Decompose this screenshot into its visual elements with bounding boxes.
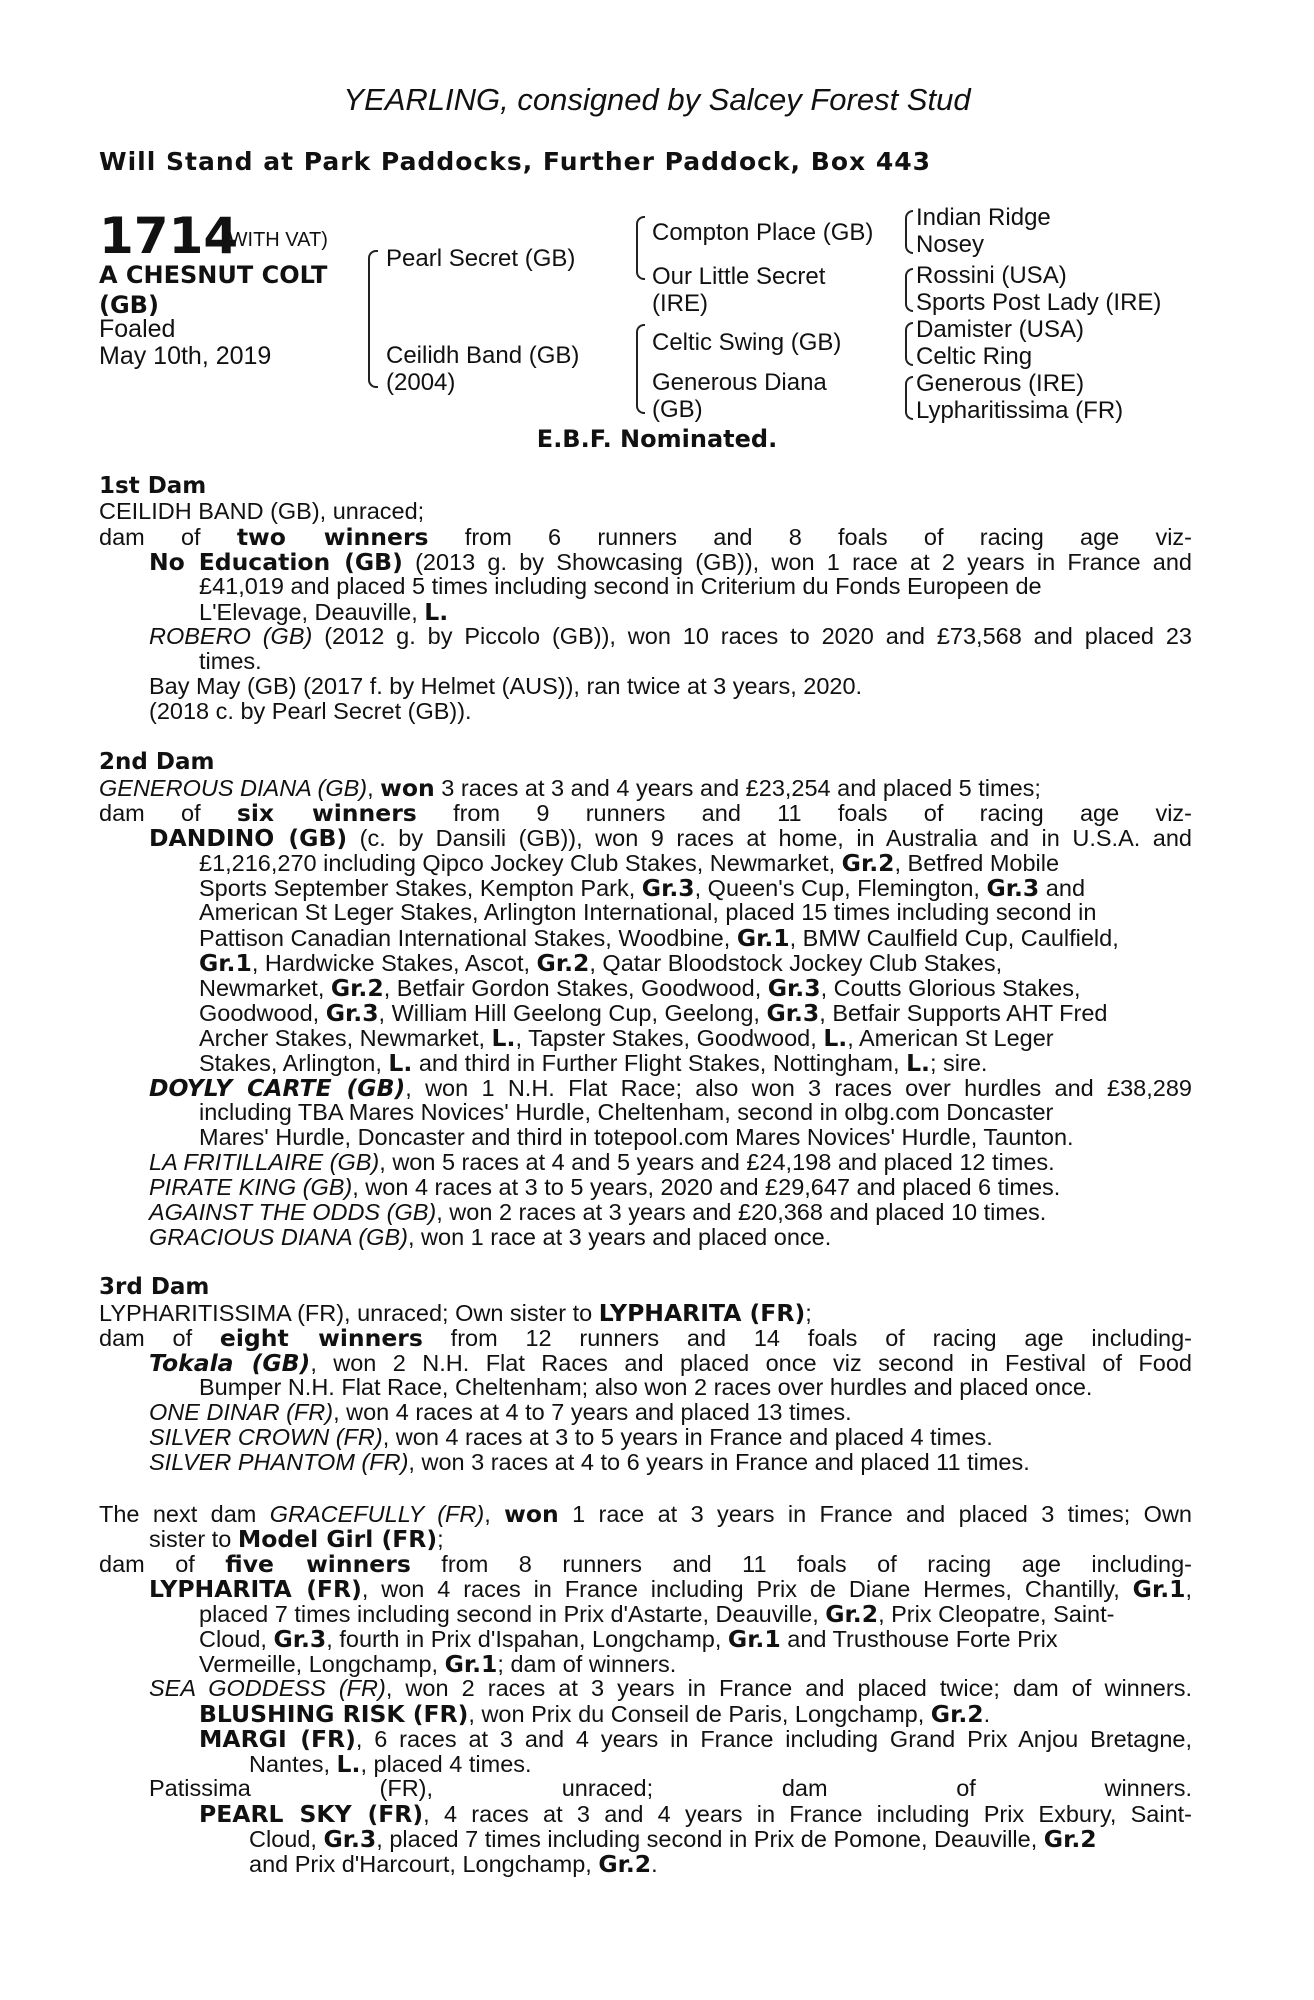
text-line [199,1099,1192,1126]
pedigree-brace-g3 [905,322,913,366]
plain-text: from 8 runners and 11 foals of racing age including- [410,1551,1192,1577]
plain-text: Cloud, [249,1826,324,1852]
text-line [199,1650,1192,1678]
text-line [199,648,1192,675]
emphasis-text: LYPHARITA (FR) [149,1575,362,1603]
foaled-date: May 10th, 2019 [99,342,272,370]
plain-text: , won 4 races at 4 to 7 years and placed 13 times. [333,1399,852,1425]
plain-text: Patissima (FR), unraced; dam of winners. [149,1775,1192,1801]
emphasis-text: Model Girl (FR) [237,1525,438,1553]
plain-text: Bay May (GB) (2017 f. by Helmet (AUS)), ran twice at 3 years, 2020. [149,673,863,699]
emphasis-text: Gr.3 [767,974,821,1002]
plain-text: , fourth in Prix d'Ispahan, Longchamp, [326,1626,728,1652]
plain-text: , won Prix du Conseil de Paris, Longchamp, [468,1701,931,1727]
emphasis-text: SILVER CROWN (FR) [149,1424,383,1450]
plain-text: from 9 runners and 11 foals of racing age viz- [416,800,1192,826]
text-line [149,1224,1192,1251]
pedigree-brace-g1 [905,210,913,254]
pedigree-brace-g2 [905,268,913,312]
plain-text: and Prix d'Harcourt, Longchamp, [249,1851,599,1877]
pedigree-ggd-4: Lypharitissima (FR) [916,397,1124,424]
text-line [99,1550,1192,1578]
plain-text: L'Elevage, Deauville, [199,599,425,625]
emphasis-text: Gr.3 [766,999,820,1027]
emphasis-text: Gr.2 [536,949,590,977]
emphasis-text: ROBERO (GB) [149,623,313,649]
plain-text: . [983,1701,991,1727]
plain-text: Newmarket, [199,975,331,1001]
text-line [149,548,1192,576]
emphasis-text: won [380,774,435,802]
text-line [149,1575,1192,1603]
plain-text: Sports September Stakes, Kempton Park, [199,875,642,901]
text-line [199,1725,1192,1753]
plain-text: , BMW Caulfield Cup, Caulfield, [789,925,1119,951]
text-line [99,1299,1192,1327]
plain-text: , Betfair Gordon Stakes, Goodwood, [383,975,768,1001]
emphasis-text: Gr.3 [641,874,695,902]
plain-text: dam of [99,1325,220,1351]
plain-text: Mares' Hurdle, Doncaster and third in totepool.com Mares Novices' Hurdle, Taunton. [199,1124,1074,1150]
pedigree-ggd-1: Nosey [916,231,985,258]
emphasis-text: L. [491,1024,516,1052]
plain-text: 3 races at 3 and 4 years and £23,254 and placed 5 times; [434,775,1041,801]
emphasis-text: No Education (GB) [149,548,403,576]
text-line [99,498,1192,525]
plain-text: from 12 runners and 14 foals of racing age including- [422,1325,1193,1351]
pedigree-dam-sire: Celtic Swing (GB) [652,329,842,356]
text-line [199,1049,1192,1077]
text-line [149,1149,1192,1176]
emphasis-text: GRACIOUS DIANA (GB) [149,1224,408,1250]
emphasis-text: LYPHARITA (FR) [598,1299,806,1327]
emphasis-text: PIRATE KING (GB) [149,1174,353,1200]
emphasis-text: BLUSHING RISK (FR) [199,1700,469,1728]
plain-text: LYPHARITISSIMA (FR), unraced; Own sister to [99,1300,599,1326]
pedigree-sire: Pearl Secret (GB) [386,245,576,272]
plain-text: , won 5 races at 4 and 5 years and £24,198 and placed 12 times. [379,1149,1055,1175]
plain-text: , Betfair Supports AHT Fred [819,1000,1108,1026]
plain-text: , William Hill Geelong Cup, Geelong, [378,1000,767,1026]
ebf-nomination: E.B.F. Nominated. [536,425,778,453]
pedigree-ggd-3: Celtic Ring [916,343,1033,370]
text-line [249,1750,1192,1778]
emphasis-text: L. [388,1049,413,1077]
plain-text: . [651,1851,658,1877]
lot-description: A CHESNUT COLT [99,261,328,289]
emphasis-text: SEA GODDESS (FR) [149,1675,386,1701]
pedigree-ggs-3: Damister (USA) [916,316,1085,343]
plain-text: dam of [99,1551,226,1577]
emphasis-text: Gr.3 [325,999,379,1027]
plain-text: (2018 c. by Pearl Secret (GB)). [149,698,472,724]
emphasis-text: Gr.2 [930,1700,984,1728]
plain-text: Vermeille, Longchamp, [199,1651,445,1677]
text-line [99,1500,1192,1528]
pedigree-ggs-4: Generous (IRE) [916,370,1085,397]
emphasis-text: SILVER PHANTOM (FR) [149,1449,409,1475]
text-line [149,698,1192,725]
text-line [149,1449,1192,1476]
plain-text: , won 3 races at 4 to 6 years in France and placed 11 times. [408,1449,1030,1475]
emphasis-text: ONE DINAR (FR) [149,1399,334,1425]
plain-text: , won 4 races at 3 to 5 years, 2020 and £29,647 and placed 6 times. [352,1174,1061,1200]
plain-text: 1 race at 3 years in France and placed 3 times; Own [558,1501,1193,1527]
plain-text: Bumper N.H. Flat Race, Cheltenham; also won 2 races over hurdles and placed once. [199,1374,1093,1400]
text-line [199,1600,1192,1628]
text-line [199,949,1192,977]
emphasis-text: five winners [225,1550,411,1578]
emphasis-text: Gr.2 [330,974,384,1002]
plain-text: including TBA Mares Novices' Hurdle, Cheltenham, second in olbg.com Doncaster [199,1099,1054,1125]
text-line [149,1675,1192,1702]
emphasis-text: Tokala (GB) [149,1349,311,1377]
section-heading: 3rd Dam [99,1274,210,1300]
emphasis-text: MARGI (FR) [199,1725,356,1753]
text-line [199,1024,1192,1052]
plain-text: , won 1 race at 3 years and placed once. [407,1224,832,1250]
plain-text: and third in Further Flight Stakes, Nottingham, [412,1050,907,1076]
text-line [149,1074,1192,1102]
emphasis-text: L. [823,1024,848,1052]
text-line [199,899,1192,926]
emphasis-text: AGAINST THE ODDS (GB) [149,1199,437,1225]
plain-text: , Coutts Glorious Stakes, [820,975,1081,1001]
emphasis-text: won [504,1500,559,1528]
plain-text: and [1039,875,1086,901]
plain-text: , 4 races at 3 and 4 years in France including Prix Exbury, Saint- [423,1801,1193,1827]
lot-description-country: (GB) [99,291,159,319]
plain-text: , won 2 N.H. Flat Races and placed once viz second in Festival of Food [310,1350,1193,1376]
section-heading: 1st Dam [99,473,207,499]
text-line [149,1775,1192,1802]
emphasis-text: PEARL SKY (FR) [199,1800,424,1828]
emphasis-text: Gr.1 [444,1650,498,1678]
plain-text: and Trusthouse Forte Prix [780,1626,1058,1652]
text-line [149,623,1192,650]
pedigree-dam-dam-country: (GB) [652,396,703,423]
emphasis-text: L. [424,598,449,626]
emphasis-text: two winners [236,523,429,551]
plain-text: , [367,775,381,801]
plain-text: , Hardwicke Stakes, Ascot, [251,950,537,976]
pedigree-brace-sire [636,216,645,280]
section-heading: 2nd Dam [99,749,215,775]
vat-note: (WITH VAT) [222,229,328,251]
consignor-heading: YEARLING, consigned by Salcey Forest Stud [343,82,971,117]
text-line [199,1700,1192,1728]
plain-text: (c. by Dansili (GB)), won 9 races at home, in Australia and in U.S.A. and [347,825,1193,851]
text-line [199,1374,1192,1401]
plain-text: , Prix Cleopatre, Saint- [878,1601,1115,1627]
pedigree-brace-g4 [905,376,913,420]
plain-text: , 6 races at 3 and 4 years in France including Grand Prix Anjou Bretagne, [355,1726,1192,1752]
plain-text: , Queen's Cup, Flemington, [694,875,987,901]
emphasis-text: six winners [236,799,417,827]
text-line [199,874,1192,902]
plain-text: Stakes, Arlington, [199,1050,389,1076]
emphasis-text: DANDINO (GB) [149,824,348,852]
emphasis-text: Gr.2 [825,1600,879,1628]
text-line [199,999,1192,1027]
emphasis-text: GRACEFULLY (FR) [269,1501,485,1527]
text-line [149,1424,1192,1451]
plain-text: CEILIDH BAND (GB), unraced; [99,498,425,524]
text-line [99,523,1192,551]
emphasis-text: LA FRITILLAIRE (GB) [149,1149,380,1175]
text-line [149,1349,1192,1377]
pedigree-ggd-2: Sports Post Lady (IRE) [916,289,1162,316]
emphasis-text: Gr.2 [841,849,895,877]
plain-text: , [484,1501,505,1527]
text-line [149,1525,1192,1553]
plain-text: , Tapster Stakes, Goodwood, [515,1025,824,1051]
plain-text: , won 1 N.H. Flat Race; also won 3 races over hurdles and £38,289 [405,1075,1192,1101]
emphasis-text: L. [336,1750,361,1778]
text-line [149,824,1192,852]
emphasis-text: Gr.1 [1132,1575,1186,1603]
emphasis-text: DOYLY CARTE (GB) [149,1074,406,1102]
plain-text: placed 7 times including second in Prix d'Astarte, Deauville, [199,1601,826,1627]
plain-text: (2012 g. by Piccolo (GB)), won 10 races to 2020 and £73,568 and placed 23 [312,623,1192,649]
text-line [99,1324,1192,1352]
text-line [199,1800,1192,1828]
text-line [199,974,1192,1002]
plain-text: , American St Leger [847,1025,1054,1051]
plain-text: ; [437,1526,444,1552]
emphasis-text: Gr.3 [273,1625,327,1653]
foaled-label: Foaled [99,315,176,343]
emphasis-text: Gr.3 [986,874,1040,902]
emphasis-text: Gr.1 [736,924,790,952]
plain-text: £41,019 and placed 5 times including second in Criterium du Fonds Europeen de [199,573,1042,599]
plain-text: dam of [99,524,237,550]
lot-number: 1714 [99,207,239,265]
pedigree-dam-dam: Generous Diana [652,369,827,396]
text-line [149,1199,1192,1226]
plain-text: times. [199,648,262,674]
plain-text: from 6 runners and 8 foals of racing age viz- [428,524,1193,550]
emphasis-text: Gr.1 [727,1625,781,1653]
plain-text: , won 2 races at 3 years in France and placed twice; dam of winners. [385,1675,1192,1701]
plain-text: , placed 7 times including second in Prix de Pomone, Deauville, [376,1826,1044,1852]
text-line [199,573,1192,600]
plain-text: , placed 4 times. [360,1751,532,1777]
plain-text: , [1185,1576,1193,1602]
plain-text: The next dam [99,1501,270,1527]
text-line [99,799,1192,827]
plain-text: £1,216,270 including Qipco Jockey Club Stakes, Newmarket, [199,850,842,876]
text-line [199,1124,1192,1151]
plain-text: Archer Stakes, Newmarket, [199,1025,492,1051]
pedigree-sire-sire: Compton Place (GB) [652,219,874,246]
plain-text: (2013 g. by Showcasing (GB)), won 1 race at 2 years in France and [402,549,1192,575]
plain-text: Pattison Canadian International Stakes, Woodbine, [199,925,737,951]
pedigree-sire-dam: Our Little Secret [652,263,826,290]
pedigree-ggs-2: Rossini (USA) [916,262,1067,289]
plain-text: American St Leger Stakes, Arlington International, placed 15 times including second in [199,899,1097,925]
pedigree-ggs-1: Indian Ridge [916,204,1051,231]
plain-text: Nantes, [249,1751,337,1777]
emphasis-text: Gr.2 [1043,1825,1097,1853]
pedigree-dam: Ceilidh Band (GB) [386,342,580,369]
emphasis-text: Gr.3 [323,1825,377,1853]
plain-text: , Qatar Bloodstock Jockey Club Stakes, [589,950,1003,976]
text-line [199,849,1192,877]
plain-text: , won 2 races at 3 years and £20,368 and placed 10 times. [436,1199,1047,1225]
text-line [199,598,1192,626]
emphasis-text: eight winners [219,1324,423,1352]
plain-text: Goodwood, [199,1000,326,1026]
stand-location: Will Stand at Park Paddocks, Further Paddock, Box 443 [99,147,932,176]
emphasis-text: L. [906,1049,930,1077]
text-line [149,1399,1192,1426]
plain-text: ; sire. [929,1050,988,1076]
text-line [149,673,1192,700]
emphasis-text: Gr.2 [598,1850,652,1878]
emphasis-text: GENEROUS DIANA (GB) [99,775,368,801]
text-line [199,924,1192,952]
text-line [199,1625,1192,1653]
pedigree-brace-main [368,250,378,388]
plain-text: , won 4 races in France including Prix de Diane Hermes, Chantilly, [361,1576,1133,1602]
plain-text: Cloud, [199,1626,274,1652]
text-line [149,1174,1192,1201]
pedigree-brace-dam [636,324,645,414]
plain-text: , Betfred Mobile [894,850,1060,876]
plain-text: , won 4 races at 3 to 5 years in France and placed 4 times. [382,1424,993,1450]
text-line [99,774,1192,802]
pedigree-dam-year: (2004) [386,369,456,396]
text-line [249,1850,1192,1878]
plain-text: sister to [149,1526,238,1552]
plain-text: ; [805,1300,812,1326]
pedigree-sire-dam-country: (IRE) [652,290,708,317]
plain-text: ; dam of winners. [497,1651,677,1677]
plain-text: dam of [99,800,237,826]
emphasis-text: Gr.1 [199,949,252,977]
text-line [249,1825,1192,1853]
